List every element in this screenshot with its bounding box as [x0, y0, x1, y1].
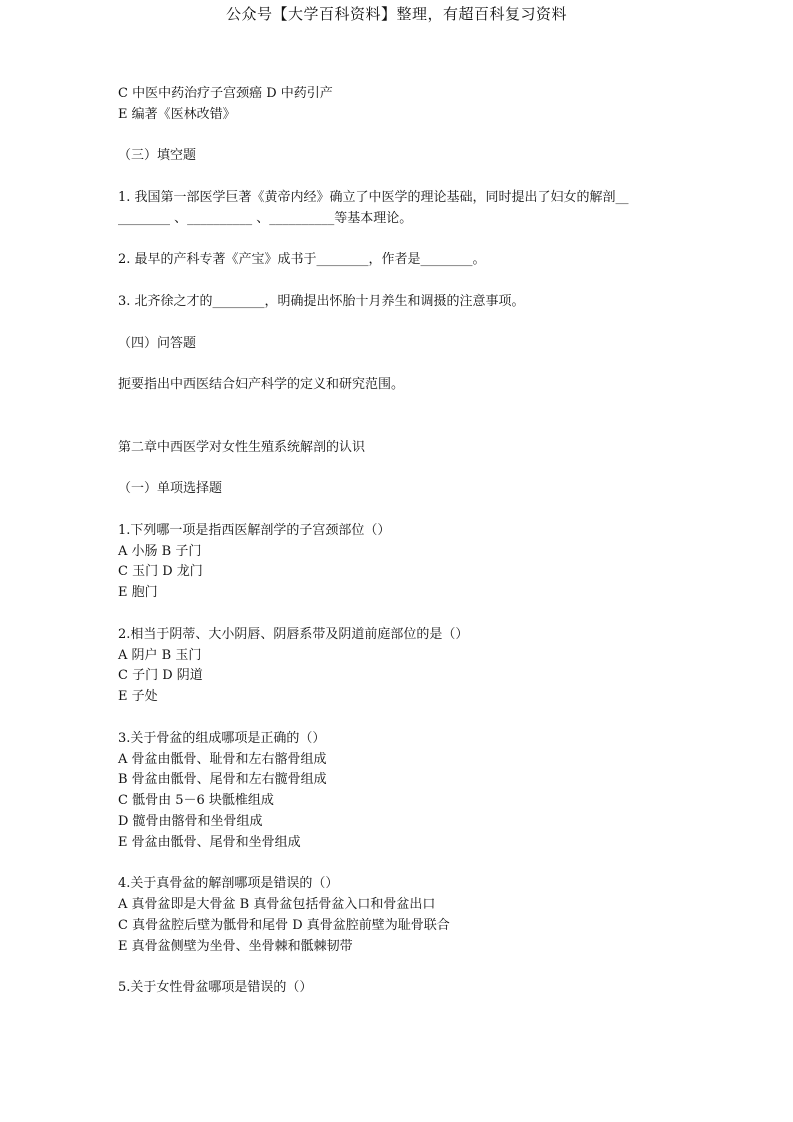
question-text: 2. 最早的产科专著《产宝》成书于________，作者是________。: [118, 252, 486, 268]
section-heading: （三）填空题: [118, 148, 197, 164]
section-heading: （一）单项选择题: [118, 481, 223, 497]
section-heading: （四）问答题: [118, 335, 197, 351]
page-header: 公众号【大学百科资料】整理，有超百科复习资料: [225, 5, 567, 23]
option-line: E 子处: [118, 689, 158, 705]
option-line: C 骶骨由 5－6 块骶椎组成: [118, 793, 274, 809]
spacer: [118, 126, 688, 147]
option-line: A 阴户 B 玉门: [118, 647, 202, 663]
option-line: C 真骨盆腔后壁为骶骨和尾骨 D 真骨盆腔前壁为耻骨联合: [118, 917, 450, 933]
option-line: B 骨盆由骶骨、尾骨和左右髋骨组成: [118, 772, 327, 788]
spacer: [118, 604, 688, 625]
spacer: [118, 417, 688, 438]
option-line: E 真骨盆侧壁为坐骨、坐骨棘和骶棘韧带: [118, 938, 353, 954]
spacer: [118, 500, 688, 521]
question-text: ________ 、__________ 、__________等基本理论。: [118, 210, 413, 226]
question-text: 4.关于真骨盆的解剖哪项是错误的（）: [118, 876, 339, 892]
option-line: A 骨盆由骶骨、耻骨和左右髂骨组成: [118, 751, 327, 767]
spacer: [118, 313, 688, 334]
option-line: E 骨盆由骶骨、尾骨和坐骨组成: [118, 834, 301, 850]
option-line: E 胞门: [118, 585, 158, 601]
question-text: 2.相当于阴蒂、大小阴唇、阴唇系带及阴道前庭部位的是（）: [118, 626, 469, 642]
question-text: 扼要指出中西医结合妇产科学的定义和研究范围。: [118, 377, 405, 393]
spacer: [118, 396, 688, 417]
question-text: 3.关于骨盆的组成哪项是正确的（）: [118, 730, 326, 746]
document-body: [118, 84, 688, 999]
spacer: [118, 957, 688, 978]
option-line: D 髋骨由髂骨和坐骨组成: [118, 813, 263, 829]
question-text: 1.下列哪一项是指西医解剖学的子宫颈部位（）: [118, 522, 391, 538]
spacer: [118, 853, 688, 874]
question-text: 3. 北齐徐之才的________，明确提出怀胎十月养生和调摄的注意事项。: [118, 293, 525, 309]
spacer: [118, 354, 688, 375]
option-line: C 玉门 D 龙门: [118, 564, 203, 580]
spacer: [118, 708, 688, 729]
option-line: E 编著《医林改错》: [118, 106, 236, 122]
spacer: [118, 458, 688, 479]
spacer: [118, 271, 688, 292]
chapter-title: 第二章中西医学对女性生殖系统解剖的认识: [118, 439, 366, 455]
option-line: A 小肠 B 子门: [118, 543, 202, 559]
question-text: 5.关于女性骨盆哪项是错误的（）: [118, 980, 313, 996]
option-line: A 真骨盆即是大骨盆 B 真骨盆包括骨盆入口和骨盆出口: [118, 897, 436, 913]
option-line: C 中医中药治疗子宫颈癌 D 中药引产: [118, 86, 333, 101]
option-line: C 子门 D 阴道: [118, 668, 203, 684]
spacer: [118, 230, 688, 251]
spacer: [118, 167, 688, 188]
question-text: 1. 我国第一部医学巨著《黄帝内经》确立了中医学的理论基础，同时提出了妇女的解剖__: [118, 189, 629, 205]
